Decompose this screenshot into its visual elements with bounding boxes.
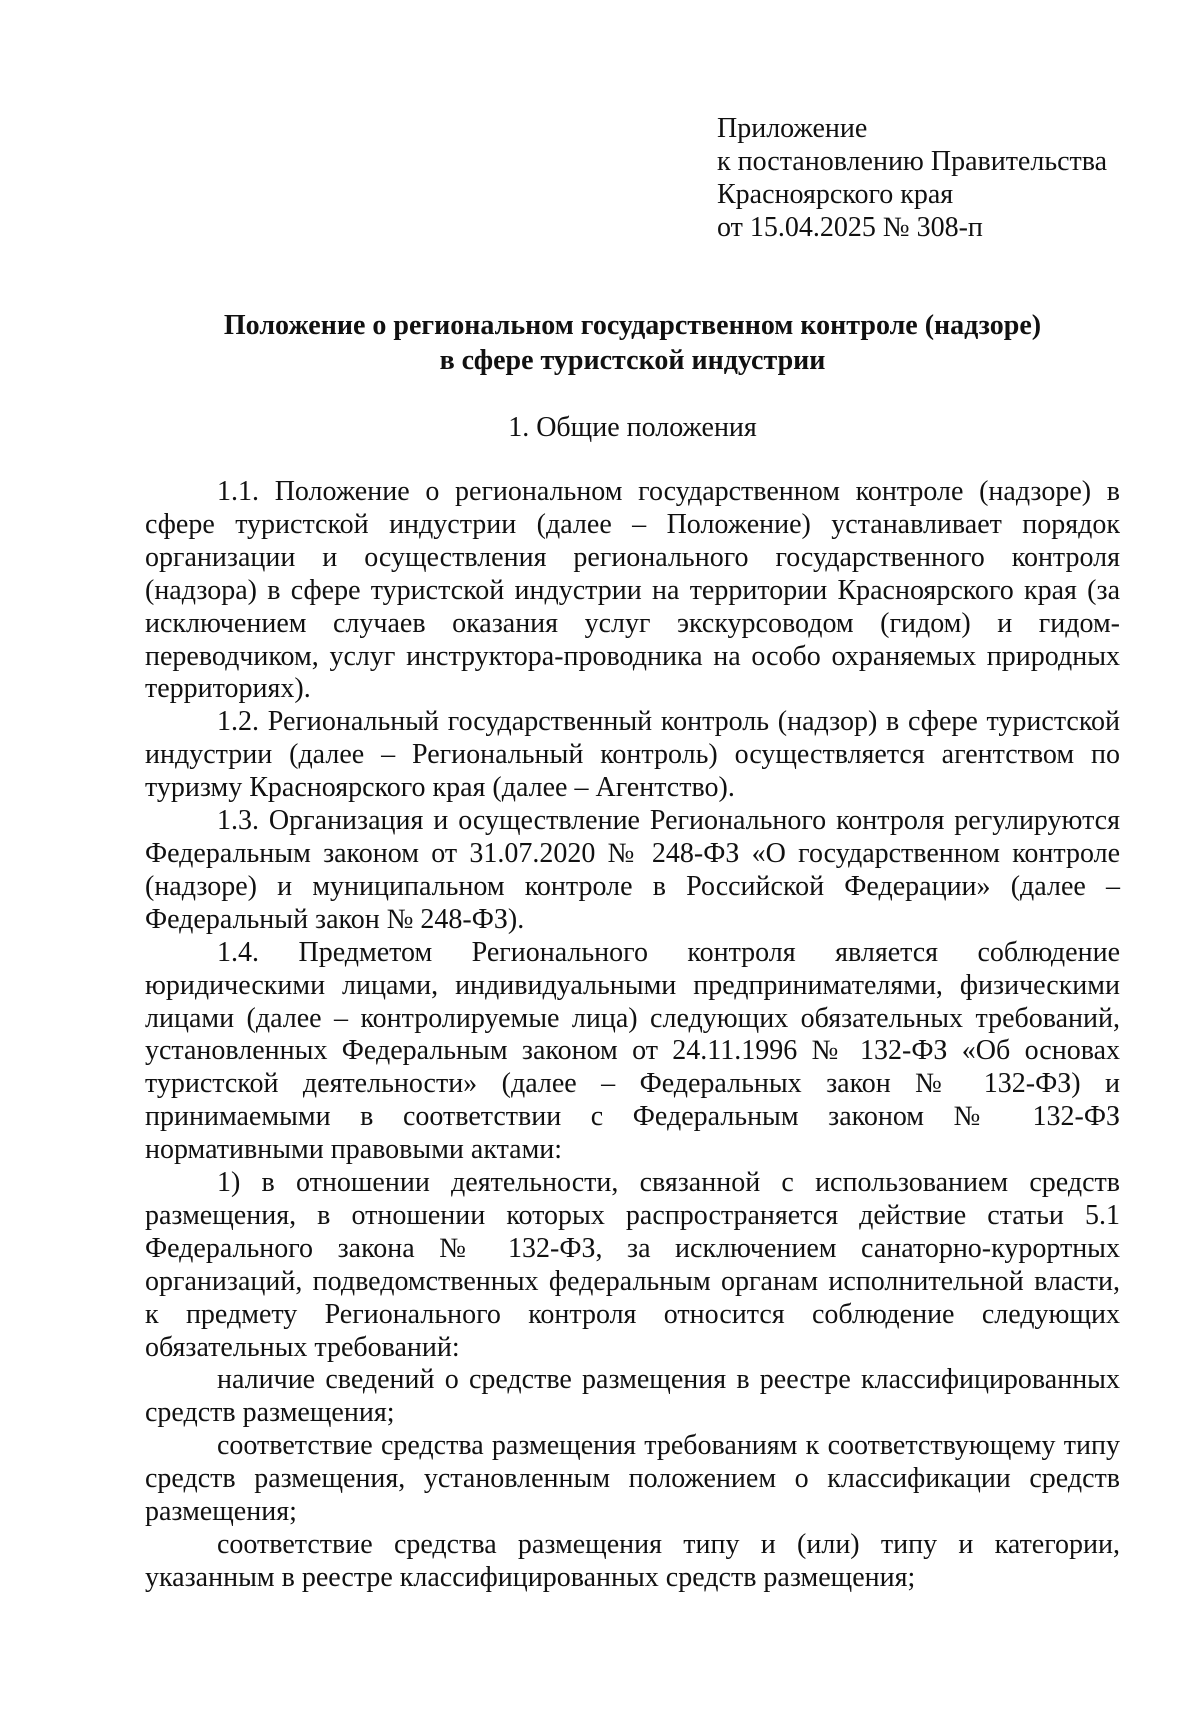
paragraph-requirement-registry: наличие сведений о средстве размещения в реестре классифицированных средств размещения; bbox=[145, 1364, 1120, 1429]
document-body bbox=[145, 476, 1120, 1595]
document-title bbox=[145, 308, 1120, 378]
appendix-resolution: к постановлению Правительства bbox=[717, 146, 1108, 177]
paragraph-1-4: 1.4. Предметом Регионального контроля является соблюдение юридическими лицами, индивидуальными предпринимателями, физическими лицами (далее – контролируемые лица) следующих обязательных требований, установленных Федеральным законом от 24.11.1996 № 132-ФЗ «Об основах туристской деятельности» (далее – Федеральных закон № 132-ФЗ) и принимаемыми в соответствии с Федеральным законом № 132-ФЗ нормативными правовыми актами: bbox=[145, 936, 1120, 1166]
paragraph-item-1: 1) в отношении деятельности, связанной с использованием средств размещения, в отношении которых распространяется действие статьи 5.1 Федерального закона № 132-ФЗ, за исключением санаторно-курортных организаций, подведомственных федеральным органам исполнительной власти, к предмету Регионального контроля относится соблюдение следующих обязательных требований: bbox=[145, 1167, 1120, 1363]
document-title-line-2: в сфере туристской индустрии bbox=[439, 345, 826, 376]
document-title-line-1: Положение о региональном государственном контроле (надзоре) bbox=[223, 310, 1042, 341]
section-heading: 1. Общие положения bbox=[508, 412, 757, 443]
paragraph-1-2: 1.2. Региональный государственный контроль (надзор) в сфере туристской индустрии (далее – Региональный контроль) осуществляется агентством по туризму Красноярского края (далее – Агентство). bbox=[145, 706, 1120, 804]
appendix-region: Красноярского края bbox=[717, 179, 954, 210]
appendix-label: Приложение bbox=[717, 113, 868, 144]
paragraph-1-1: 1.1. Положение о региональном государственном контроле (надзоре) в сфере туристской индустрии (далее – Положение) устанавливает порядок организации и осуществления регионального государственного контроля (надзора) в сфере туристской индустрии на территории Красноярского края (за исключением случаев оказания услуг экскурсоводом (гидом) и гидом-переводчиком, услуг инструктора-проводника на особо охраняемых природных территориях). bbox=[145, 476, 1120, 705]
paragraph-requirement-type: соответствие средства размещения требованиям к соответствующему типу средств размещения, установленным положением о классификации средств размещения; bbox=[145, 1430, 1120, 1528]
appendix-block bbox=[717, 112, 1157, 244]
appendix-date-number: от 15.04.2025 № 308-п bbox=[717, 212, 983, 243]
paragraph-requirement-category: соответствие средства размещения типу и (или) типу и категории, указанным в реестре классифицированных средств размещения; bbox=[145, 1529, 1120, 1593]
paragraph-1-3: 1.3. Организация и осуществление Регионального контроля регулируются Федеральным законом от 31.07.2020 № 248-ФЗ «О государственном контроле (надзоре) и муниципальном контроле в Российской Федерации» (далее – Федеральный закон № 248-ФЗ). bbox=[145, 805, 1120, 935]
